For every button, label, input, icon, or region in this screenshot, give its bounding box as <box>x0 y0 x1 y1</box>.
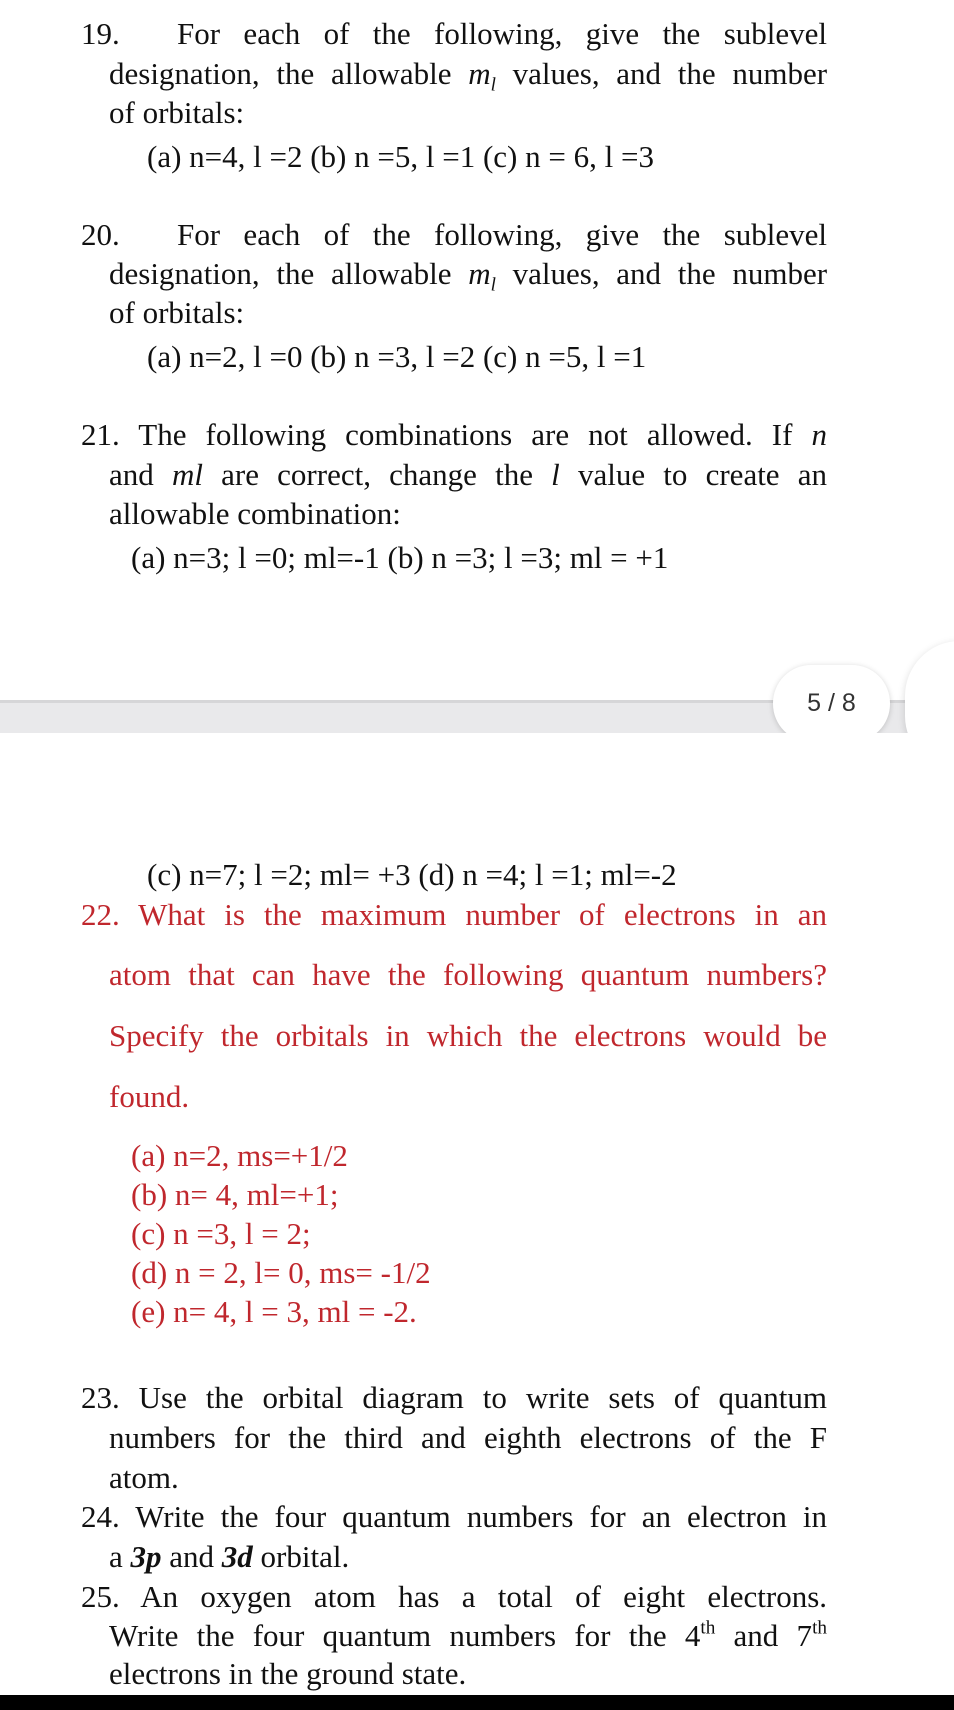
question-parts: (a) n=3; l =0; ml=-1 (b) n =3; l =3; ml = +1 <box>131 540 669 575</box>
question-text: allowable combination: <box>109 496 401 531</box>
question-number: 20. <box>81 217 120 252</box>
question-part-c: (c) n =3, l = 2; <box>131 1216 311 1251</box>
question-part-e: (e) n= 4, l = 3, ml = -2. <box>131 1294 417 1329</box>
question-text: Write the four quantum numbers for the 4th and 7th <box>109 1617 827 1653</box>
question-text: 24. Write the four quantum numbers for an electron in <box>81 1499 827 1534</box>
question-text: For each of the following, give the sublevel <box>177 16 827 51</box>
question-part-d: (d) n = 2, l= 0, ms= -1/2 <box>131 1255 431 1290</box>
question-parts: (a) n=2, l =0 (b) n =3, l =2 (c) n =5, l =1 <box>147 339 647 374</box>
page-indicator: 5 / 8 <box>773 665 890 742</box>
question-text: numbers for the third and eighth electrons of the F <box>109 1420 827 1455</box>
pdf-page-top <box>0 0 954 700</box>
question-parts: (a) n=4, l =2 (b) n =5, l =1 (c) n = 6, l =3 <box>147 139 654 174</box>
question-number: 19. <box>81 16 120 51</box>
question-text: atom. <box>109 1460 179 1495</box>
question-text: 23. Use the orbital diagram to write sets of quantum <box>81 1380 828 1415</box>
question-text: 22. What is the maximum number of electrons in an <box>81 897 827 932</box>
pdf-page-bottom <box>0 733 954 1710</box>
question-text: electrons in the ground state. <box>109 1656 467 1691</box>
question-text: of orbitals: <box>109 95 245 130</box>
question-text: Specify the orbitals in which the electrons would be <box>109 1018 827 1053</box>
question-text: For each of the following, give the sublevel <box>177 217 827 252</box>
question-text: of orbitals: <box>109 295 245 330</box>
question-text: found. <box>109 1079 190 1114</box>
question-text: designation, the allowable $m_l$ values, and the number <box>109 56 828 96</box>
question-text: 21. The following combinations are not allowed. If n <box>81 417 828 452</box>
question-part-a: (a) n=2, ms=+1/2 <box>131 1138 348 1173</box>
question-text: 25. An oxygen atom has a total of eight electrons. <box>81 1579 828 1614</box>
question-text: a 3p and 3d orbital. <box>109 1539 350 1574</box>
system-navigation-bar <box>0 1695 954 1710</box>
question-text: designation, the allowable $m_l$ values, and the number <box>109 256 828 296</box>
question-parts: (c) n=7; l =2; ml= +3 (d) n =4; l =1; ml=-2 <box>147 857 677 892</box>
question-part-b: (b) n= 4, ml=+1; <box>131 1177 339 1212</box>
question-text: atom that can have the following quantum numbers? <box>109 957 827 992</box>
question-text: and ml are correct, change the l value to create an <box>109 457 828 492</box>
